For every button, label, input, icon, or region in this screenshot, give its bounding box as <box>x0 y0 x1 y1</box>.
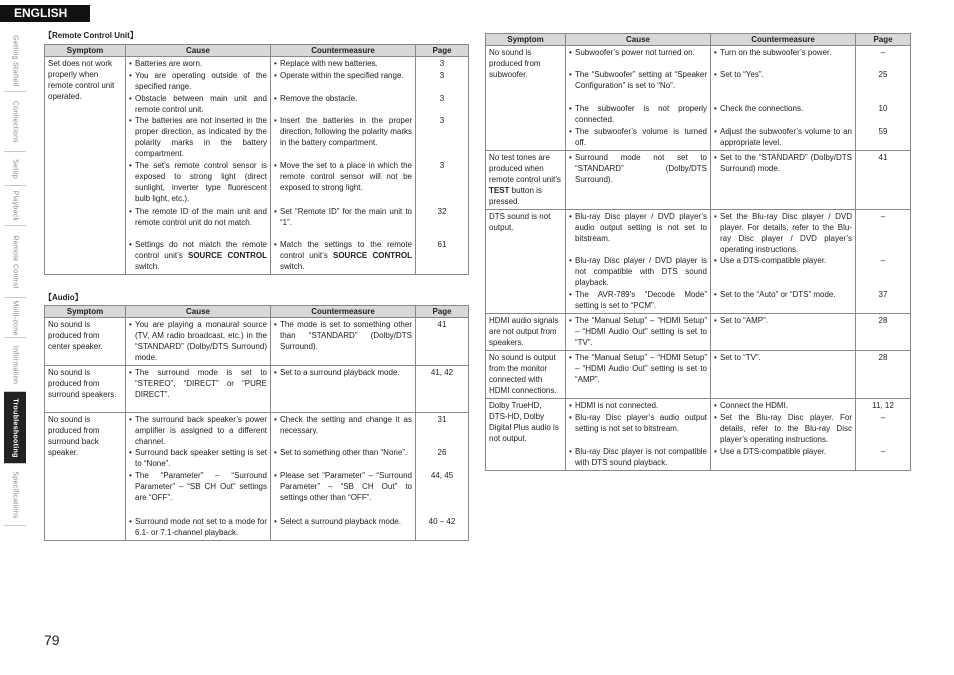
countermeasure-item: Set the Blu-ray Disc player / DVD player. For details, refer to the Blu-ray Disc player / DVD player’s operating instructions. <box>720 212 852 254</box>
page-ref: 3 <box>439 59 445 68</box>
countermeasure-item: Use a DTS-compatible player. <box>720 447 827 456</box>
page-ref: – <box>880 447 886 456</box>
cause-cell: • Subwoofer’s power not turned on. • The “Subwoofer” setting at “Speaker Configuration” is set to “No”. • The subwoofer is not properly connected. • The subwoofer’s volume is turned off. <box>566 46 711 151</box>
cause-item: Blu-ray Disc player / DVD player’s audio output setting is not set to bitstream. <box>575 212 707 243</box>
countermeasure-item: Set to a surround playback mode. <box>280 368 400 377</box>
symptom-cell <box>486 314 566 351</box>
table-header-row <box>486 34 911 46</box>
side-navigation <box>4 30 26 526</box>
header-page: Page <box>416 45 469 57</box>
page-ref: 28 <box>878 316 888 325</box>
table-row <box>486 151 911 210</box>
table-row <box>45 413 469 541</box>
table-row <box>45 318 469 366</box>
cause-item: The set’s remote control sensor is exposed to strong light (direct sunlight, inverter type fluorescent bulb light, etc.). <box>135 161 267 203</box>
cause-cell: • Batteries are worn. • You are operating outside of the specified range. • Obstacle between main unit and remote control unit. • The batteries are not inserted in the proper direction, as indicated by the polarity marks in the battery compartment. • The set’s remote control sensor is exposed to strong light (direct sunlight, inverter type fluorescent bulb light, etc.). • The remote ID of the main unit and remote control unit do not match. • Settings do not match the remote control unit’s SOURCE CONTROL switch. <box>126 57 271 275</box>
cause-item: Surround mode not set to a mode for 6.1- or 7.1-channel playback. <box>135 517 267 537</box>
page-cell <box>856 210 911 314</box>
cause-item: The batteries are not inserted in the proper direction, as indicated by the polarity marks in the battery compartment. <box>135 116 267 158</box>
symptom-cell <box>486 46 566 151</box>
cause-cell: • The “Manual Setup” – “HDMI Setup” – “HDMI Audio Out” setting is set to “TV”. <box>566 314 711 351</box>
cause-item-end: switch. <box>135 262 160 271</box>
page-cell <box>416 366 469 413</box>
nav-remote-control[interactable] <box>4 226 26 298</box>
countermeasure-item: Please set “Parameter” – “Surround Parameter” – “SB CH Out” to settings other than “OFF”. <box>280 471 412 502</box>
section-title-remote: 【Remote Control Unit】 <box>44 31 138 40</box>
cause-cell: • The “Manual Setup” – “HDMI Setup” – “HDMI Audio Out” setting is set to “AMP”. <box>566 351 711 399</box>
page-ref: – <box>880 256 886 265</box>
table-row <box>486 46 911 151</box>
symptom-text: No sound is produced from surround speakers. <box>48 368 117 399</box>
symptom-text: HDMI audio signals are not output from speakers. <box>489 316 559 347</box>
page-cell <box>856 314 911 351</box>
section-title-audio: 【Audio】 <box>44 293 83 302</box>
page-ref: 28 <box>878 353 888 362</box>
countermeasure-cell: • Set to “TV”. <box>711 351 856 399</box>
countermeasure-item: Set the Blu-ray Disc player. For details, refer to the Blu-ray Disc player’s operating instructions. <box>720 413 852 444</box>
page-ref: 44, 45 <box>430 471 454 480</box>
cause-cell: • Blu-ray Disc player / DVD player’s audio output setting is not set to bitstream. • Blu-ray Disc player / DVD player is not compatible with DTS sound playback. • The AVR-789’s “Decode Mode” setting is set to “PCM”. <box>566 210 711 314</box>
table-header-row <box>45 45 469 57</box>
countermeasure-cell: • Replace with new batteries. • Operate within the specified range. • Remove the obstacle. • Insert the batteries in the proper direction, following the polarity marks in the battery compartment. • Move the set to a place in which the remote control sensor will not be exposed to strong light. • Set “Remote ID” for the main unit to “1”. • Match the settings to the remote control unit’s SOURCE CONTROL switch. <box>271 57 416 275</box>
table-row <box>486 314 911 351</box>
cause-item: Settings do not match the remote control unit’s <box>135 240 267 260</box>
cause-item: The “Manual Setup” – “HDMI Setup” – “HDMI Audio Out” setting is set to “AMP”. <box>575 353 707 384</box>
nav-setup[interactable] <box>4 152 26 186</box>
cause-item: Blu-ray Disc player’s audio output setting is not set to bitstream. <box>575 413 707 433</box>
countermeasure-item: The mode is set to something other than “STANDARD” (Dolby/DTS Surround). <box>280 320 412 351</box>
page-ref: 32 <box>437 207 447 216</box>
cause-cell: • Surround mode not set to “STANDARD” (Dolby/DTS Surround). <box>566 151 711 210</box>
countermeasure-item: Check the connections. <box>720 104 804 113</box>
page-ref: 3 <box>439 71 445 80</box>
page-ref: – <box>880 413 886 422</box>
cause-item: The subwoofer’s volume is turned off. <box>575 127 707 147</box>
page-ref: 3 <box>439 161 445 170</box>
cause-item: The “Manual Setup” – “HDMI Setup” – “HDMI Audio Out” setting is set to “TV”. <box>575 316 707 347</box>
symptom-text: No sound is output from the monitor connected with HDMI connections. <box>489 353 557 395</box>
language-tab: ENGLISH <box>0 5 90 22</box>
page-ref: – <box>880 212 886 221</box>
nav-label: Information <box>11 345 19 384</box>
page-ref: 3 <box>439 94 445 103</box>
countermeasure-item: Insert the batteries in the proper direction, following the polarity marks in the battery compartment. <box>280 116 412 147</box>
symptom-text-end: button is pressed. <box>489 186 542 206</box>
header-countermeasure: Countermeasure <box>271 306 416 318</box>
page-cell <box>416 413 469 541</box>
page-cell <box>856 351 911 399</box>
countermeasure-cell: • Set to the “STANDARD” (Dolby/DTS Surround) mode. <box>711 151 856 210</box>
page-ref: 41 <box>878 153 888 162</box>
countermeasure-item: Check the setting and change it as necessary. <box>280 415 412 435</box>
header-symptom: Symptom <box>486 34 566 46</box>
countermeasure-item: Operate within the specified range. <box>280 71 404 80</box>
nav-label: Specifications <box>11 470 19 519</box>
countermeasure-item: Set to “TV”. <box>720 353 761 362</box>
header-page: Page <box>416 306 469 318</box>
page-ref: 59 <box>878 127 888 136</box>
countermeasure-item: Move the set to a place in which the remote control sensor will not be exposed to strong light. <box>280 161 412 192</box>
page-ref: 37 <box>878 290 888 299</box>
cause-item: The remote ID of the main unit and remote control unit do not match. <box>135 207 267 227</box>
page-ref: 25 <box>878 70 888 79</box>
source-control-label: SOURCE CONTROL <box>333 251 412 260</box>
nav-label: Multi-zone <box>11 299 19 336</box>
symptom-cell <box>45 57 126 275</box>
page-cell <box>856 399 911 471</box>
table-row <box>486 351 911 399</box>
symptom-text: DTS sound is not output. <box>489 212 551 232</box>
symptom-cell <box>486 151 566 210</box>
table-row <box>486 399 911 471</box>
header-symptom: Symptom <box>45 45 126 57</box>
countermeasure-cell: • Check the setting and change it as necessary. • Set to something other than “None”. • Please set “Parameter” – “Surround Parameter” – “SB CH Out” to settings other than “OFF”. • Select a surround playback mode. <box>271 413 416 541</box>
header-page: Page <box>856 34 911 46</box>
header-countermeasure: Countermeasure <box>711 34 856 46</box>
page-cell <box>416 57 469 275</box>
cause-item: Surround back speaker setting is set to “None”. <box>135 448 267 468</box>
nav-multi-zone[interactable] <box>4 298 26 338</box>
cause-item: Subwoofer’s power not turned on. <box>575 48 695 57</box>
header-symptom: Symptom <box>45 306 126 318</box>
nav-information[interactable] <box>4 338 26 392</box>
countermeasure-item: Set to the “Auto” or “DTS” mode. <box>720 290 836 299</box>
countermeasure-item: Set to “AMP”. <box>720 316 769 325</box>
nav-label: Connections <box>11 100 19 143</box>
page-cell <box>416 318 469 366</box>
nav-playback[interactable] <box>4 186 26 226</box>
countermeasure-cell: • Turn on the subwoofer’s power. • Set to “Yes”. • Check the connections. • Adjust the subwoofer’s volume to an appropriate level. <box>711 46 856 151</box>
test-button-label: TEST <box>489 186 510 195</box>
countermeasure-item: Use a DTS-compatible player. <box>720 256 827 265</box>
nav-specifications[interactable] <box>4 464 26 526</box>
cause-item: The surround mode is set to “STEREO”, “DIRECT” or “PURE DIRECT”. <box>135 368 267 399</box>
countermeasure-item: Set to “Yes”. <box>720 70 764 79</box>
nav-label: Getting Started <box>11 34 19 87</box>
cause-item: Blu-ray Disc player / DVD player is not compatible with DTS sound playback. <box>575 256 707 287</box>
cause-item: The subwoofer is not properly connected. <box>575 104 707 124</box>
audio-table-continued <box>485 33 911 471</box>
page-ref: 31 <box>437 415 447 424</box>
page-ref: 10 <box>878 104 888 113</box>
cause-item: Surround mode not set to “STANDARD” (Dolby/DTS Surround). <box>575 153 707 184</box>
page-cell <box>856 46 911 151</box>
nav-label: Remote Control <box>11 234 19 289</box>
cause-cell: • The surround mode is set to “STEREO”, “DIRECT” or “PURE DIRECT”. <box>126 366 271 413</box>
page-ref: 11, 12 <box>872 401 894 410</box>
page-ref: – <box>880 48 886 57</box>
audio-table <box>44 305 469 541</box>
page-ref: 41 <box>437 320 447 329</box>
symptom-cell <box>45 413 126 541</box>
symptom-cell <box>45 318 126 366</box>
nav-getting-started[interactable] <box>4 30 26 92</box>
cause-item: You are operating outside of the specified range. <box>135 71 267 91</box>
header-countermeasure: Countermeasure <box>271 45 416 57</box>
symptom-text: No sound is produced from surround back speaker. <box>48 415 100 457</box>
symptom-text: No test tones are produced when remote control unit’s <box>489 153 561 184</box>
cause-item: The “Subwoofer” setting at “Speaker Configuration” is set to “No”. <box>575 70 707 90</box>
header-cause: Cause <box>126 45 271 57</box>
countermeasure-cell: • Set to “AMP”. <box>711 314 856 351</box>
symptom-text: Set does not work properly when remote control unit operated. <box>48 59 115 101</box>
nav-label: Setup <box>11 158 19 179</box>
countermeasure-item: Turn on the subwoofer’s power. <box>720 48 832 57</box>
countermeasure-item: Set “Remote ID” for the main unit to “1”. <box>280 207 412 227</box>
symptom-cell <box>486 210 566 314</box>
countermeasure-item: Remove the obstacle. <box>280 94 358 103</box>
cause-item: Blu-ray Disc player is not compatible with DTS sound playback. <box>575 447 707 467</box>
table-row <box>486 210 911 314</box>
symptom-text: No sound is produced from center speaker. <box>48 320 103 351</box>
cause-item: The AVR-789’s “Decode Mode” setting is set to “PCM”. <box>575 290 707 310</box>
table-header-row <box>45 306 469 318</box>
countermeasure-item-end: switch. <box>280 262 305 271</box>
nav-label: Playback <box>11 190 19 221</box>
countermeasure-item: Select a surround playback mode. <box>280 517 401 526</box>
countermeasure-cell: • The mode is set to something other than “STANDARD” (Dolby/DTS Surround). <box>271 318 416 366</box>
cause-cell: • HDMI is not connected. • Blu-ray Disc player’s audio output setting is not set to bitstream. • Blu-ray Disc player is not compatible with DTS sound playback. <box>566 399 711 471</box>
cause-item: Obstacle between main unit and remote control unit. <box>135 94 267 114</box>
page-ref: 3 <box>439 116 445 125</box>
countermeasure-item: Set to the “STANDARD” (Dolby/DTS Surround) mode. <box>720 153 852 173</box>
cause-item: You are playing a monaural source (TV, AM radio broadcast, etc.) in the “STANDARD” (Dolby/DTS Surround) mode. <box>135 320 267 362</box>
symptom-cell <box>45 366 126 413</box>
page-ref: 61 <box>437 240 447 249</box>
cause-item: Batteries are worn. <box>135 59 203 68</box>
page-ref: 41, 42 <box>430 368 454 377</box>
table-row <box>45 57 469 275</box>
countermeasure-item: Set to something other than “None”. <box>280 448 408 457</box>
header-cause: Cause <box>566 34 711 46</box>
countermeasure-cell: • Set to a surround playback mode. <box>271 366 416 413</box>
cause-item: The surround back speaker’s power amplifier is assigned to a different channel. <box>135 415 267 446</box>
page-number: 79 <box>44 632 60 648</box>
countermeasure-item: Adjust the subwoofer’s volume to an appropriate level. <box>720 127 852 147</box>
symptom-cell <box>486 351 566 399</box>
countermeasure-item: Match the settings to the remote control unit’s <box>280 240 412 260</box>
nav-label: Troubleshooting <box>11 397 19 458</box>
cause-cell: • The surround back speaker’s power amplifier is assigned to a different channel. • Surround back speaker setting is set to “None”. • The “Parameter” – “Surround Parameter” – “SB CH Out” settings are “OFF”. • Surround mode not set to a mode for 6.1- or 7.1-channel playback. <box>126 413 271 541</box>
cause-item: HDMI is not connected. <box>575 401 659 410</box>
header-cause: Cause <box>126 306 271 318</box>
page-cell <box>856 151 911 210</box>
countermeasure-cell: • Connect the HDMI. • Set the Blu-ray Disc player. For details, refer to the Blu-ray Disc player’s operating instructions. • Use a DTS-compatible player. <box>711 399 856 471</box>
nav-connections[interactable] <box>4 92 26 152</box>
source-control-label: SOURCE CONTROL <box>188 251 267 260</box>
symptom-cell <box>486 399 566 471</box>
remote-control-table <box>44 44 469 275</box>
cause-item: The “Parameter” – “Surround Parameter” – “SB CH Out” settings are “OFF”. <box>135 471 267 502</box>
symptom-text: Dolby TrueHD, DTS-HD, Dolby Digital Plus audio is not output. <box>489 401 559 443</box>
page-ref: 26 <box>437 448 447 457</box>
page-ref: 40 – 42 <box>428 517 456 526</box>
countermeasure-item: Connect the HDMI. <box>720 401 789 410</box>
nav-troubleshooting[interactable] <box>4 392 26 464</box>
cause-cell: • You are playing a monaural source (TV, AM radio broadcast, etc.) in the “STANDARD” (Dolby/DTS Surround) mode. <box>126 318 271 366</box>
table-row <box>45 366 469 413</box>
symptom-text: No sound is produced from subwoofer. <box>489 48 541 79</box>
countermeasure-cell: • Set the Blu-ray Disc player / DVD player. For details, refer to the Blu-ray Disc player / DVD player’s operating instructions. • Use a DTS-compatible player. • Set to the “Auto” or “DTS” mode. <box>711 210 856 314</box>
countermeasure-item: Replace with new batteries. <box>280 59 378 68</box>
